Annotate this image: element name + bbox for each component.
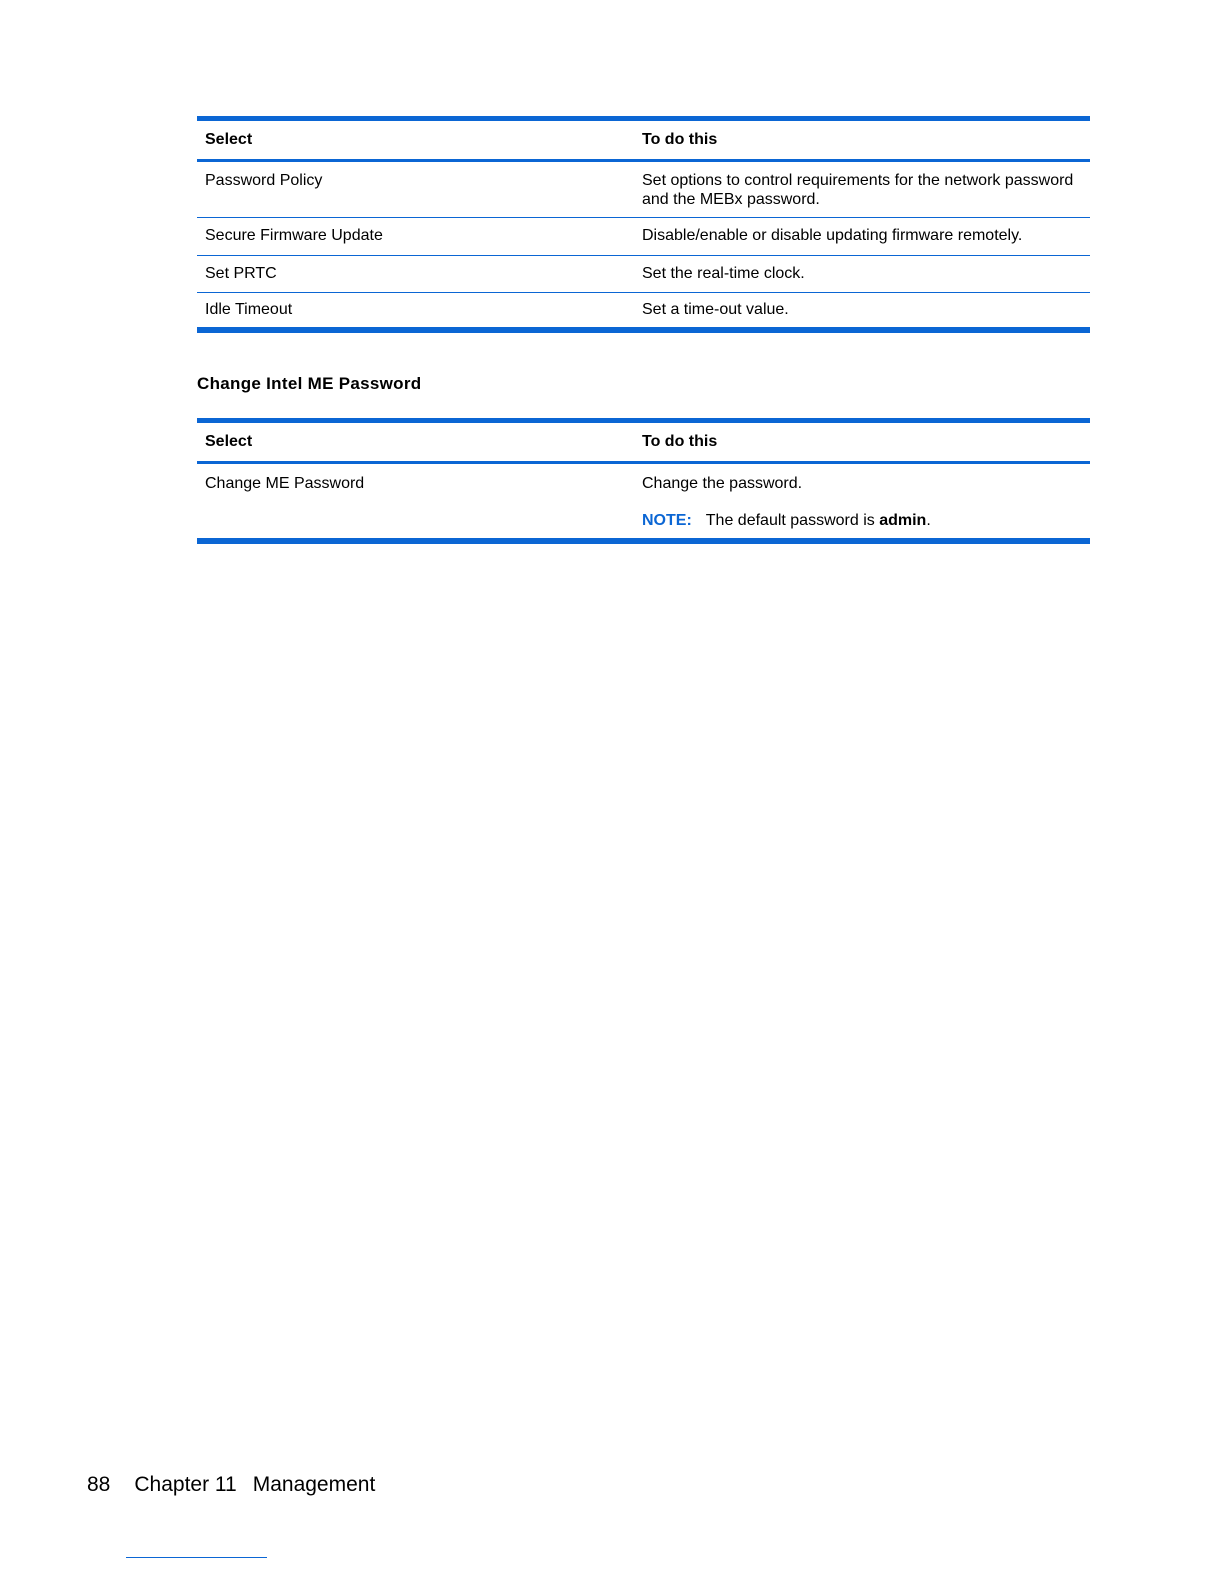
note-default-password: admin (879, 512, 927, 529)
note-label: NOTE: (642, 512, 692, 529)
table-header (197, 423, 1090, 464)
header-to-do-this: To do this (642, 131, 718, 148)
password-table (197, 418, 1090, 544)
row-action-cell: Set options to control requirements for the network password and the MEBx password. (642, 172, 1074, 208)
chapter-label: Chapter 11 (134, 1473, 237, 1496)
note-period: . (926, 512, 931, 529)
header-select: Select (205, 433, 253, 450)
row-action-cell: Set a time-out value. (642, 301, 789, 318)
note-text: The default password is (705, 512, 880, 529)
table-row (197, 162, 1090, 218)
row-action-cell: Set the real-time clock. (642, 265, 805, 282)
header-select: Select (205, 131, 253, 148)
table-row (197, 218, 1090, 256)
row-select-cell: Idle Timeout (205, 301, 293, 318)
row-select-cell: Secure Firmware Update (205, 227, 383, 244)
page-number: 88 (87, 1473, 111, 1496)
table-bottom-rule (197, 539, 1090, 544)
header-to-do-this: To do this (642, 433, 718, 450)
table-row (197, 293, 1090, 328)
settings-table (197, 116, 1090, 333)
row-action-cell (642, 464, 1090, 538)
action-text: Change the password. (642, 475, 803, 492)
row-select-cell: Change ME Password (205, 475, 365, 492)
chapter-title: Management (252, 1473, 376, 1496)
row-select-cell: Password Policy (205, 172, 323, 189)
row-action-cell: Disable/enable or disable updating firmware remotely. (642, 227, 1023, 244)
note (642, 511, 1082, 530)
table-row (197, 256, 1090, 293)
section-heading: Change Intel ME Password (197, 374, 422, 393)
page-footer (87, 1471, 375, 1499)
footer-rule (126, 1557, 267, 1558)
table-row (197, 464, 1090, 539)
row-select-cell: Set PRTC (205, 265, 277, 282)
table-header (197, 121, 1090, 162)
table-bottom-rule (197, 328, 1090, 333)
